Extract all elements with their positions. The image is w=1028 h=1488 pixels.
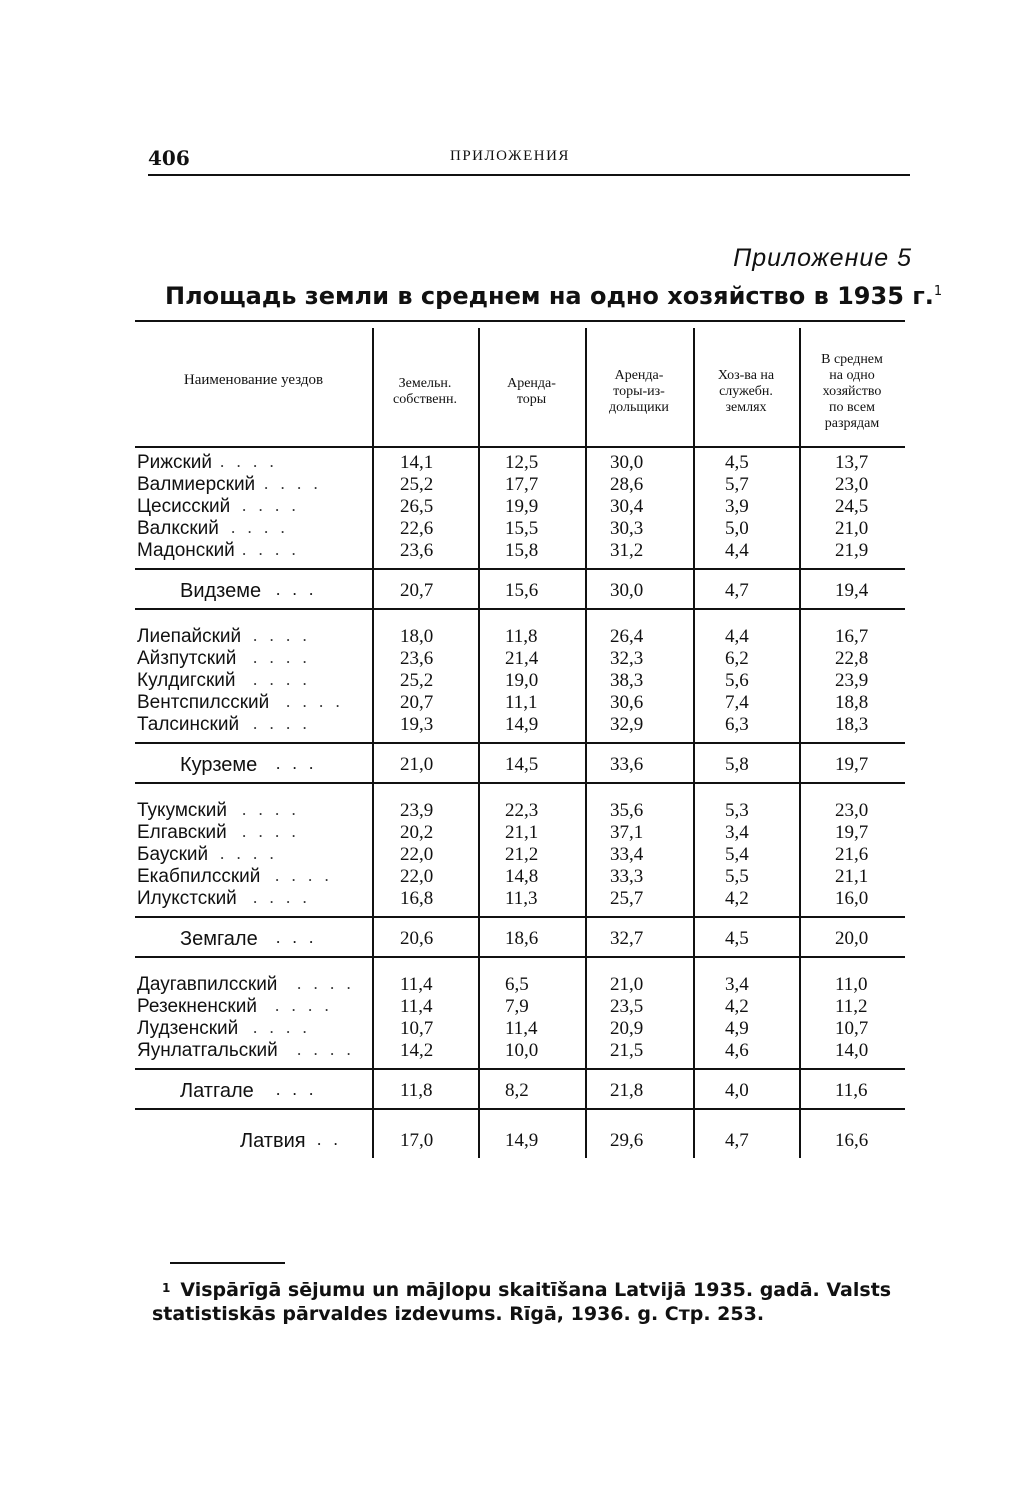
table-cell: 25,2 <box>400 474 434 495</box>
subtotal-rule <box>135 742 905 744</box>
region-total-cell: 32,7 <box>610 928 644 949</box>
table-cell: 4,2 <box>725 996 749 1017</box>
table-cell: 11,3 <box>505 888 538 909</box>
table-cell: 6,3 <box>725 714 749 735</box>
table-cell: 32,9 <box>610 714 644 735</box>
table-cell: 4,4 <box>725 626 749 647</box>
district-name: Бауский <box>137 844 209 865</box>
footnote-divider <box>170 1262 285 1264</box>
table-cell: 22,8 <box>835 648 869 669</box>
table-cell: 25,7 <box>610 888 644 909</box>
column-header-4: Хоз-ва на служебн. землях <box>717 368 775 415</box>
column-header-name: Наименование уездов <box>183 372 324 388</box>
running-head <box>148 140 910 176</box>
table-cell: 20,7 <box>400 692 434 713</box>
leader-dots: . . . . <box>253 648 311 667</box>
table-cell: 16,7 <box>835 626 869 647</box>
table-cell: 11,4 <box>400 974 433 995</box>
table-cell: 30,6 <box>610 692 644 713</box>
leader-dots: . . . <box>276 580 318 599</box>
table-cell: 20,2 <box>400 822 434 843</box>
table-cell: 22,3 <box>505 800 539 821</box>
page-number: 406 <box>148 146 190 170</box>
header-bottom-rule <box>135 446 905 448</box>
grand-total-cell: 29,6 <box>610 1130 644 1151</box>
table-cell: 6,5 <box>505 974 529 995</box>
table-cell: 23,6 <box>400 540 434 561</box>
region-total-cell: 19,4 <box>835 580 869 601</box>
region-total-cell: 4,7 <box>725 580 749 601</box>
table-cell: 7,4 <box>725 692 749 713</box>
table-cell: 21,6 <box>835 844 869 865</box>
region-total-cell: 4,5 <box>725 928 749 949</box>
table-cell: 5,0 <box>725 518 749 539</box>
district-name: Даугавпилсский <box>137 974 278 995</box>
grand-total-cell: 4,7 <box>725 1130 749 1151</box>
district-name: Вентспилсский <box>137 692 270 713</box>
table-cell: 30,4 <box>610 496 644 517</box>
table-cell: 33,3 <box>610 866 644 887</box>
table-cell: 26,5 <box>400 496 434 517</box>
table-cell: 16,8 <box>400 888 434 909</box>
data-table <box>135 320 905 1150</box>
table-cell: 14,1 <box>400 452 434 473</box>
column-rule-2 <box>478 328 480 1158</box>
table-cell: 11,1 <box>505 692 538 713</box>
leader-dots: . . . <box>276 928 318 947</box>
district-name: Тукумский <box>137 800 227 821</box>
district-name: Валкский <box>137 518 219 539</box>
table-cell: 17,7 <box>505 474 539 495</box>
table-title-text: Площадь земли в среднем на одно хозяйство в 1935 г. <box>165 282 934 310</box>
table-cell: 5,6 <box>725 670 749 691</box>
table-cell: 18,0 <box>400 626 434 647</box>
leader-dots: . . . . <box>242 540 300 559</box>
table-cell: 21,9 <box>835 540 869 561</box>
running-title: ПРИЛОЖЕНИЯ <box>450 148 570 164</box>
table-cell: 21,5 <box>610 1040 644 1061</box>
table-cell: 12,5 <box>505 452 539 473</box>
table-cell: 5,4 <box>725 844 749 865</box>
table-cell: 21,1 <box>835 866 869 887</box>
region-total-name: Видземе <box>180 580 262 602</box>
table-cell: 5,5 <box>725 866 749 887</box>
table-cell: 5,3 <box>725 800 749 821</box>
table-cell: 23,9 <box>835 670 869 691</box>
region-rule <box>135 608 905 610</box>
region-total-cell: 33,6 <box>610 754 644 775</box>
footnote-mark: 1 <box>162 1281 171 1295</box>
table-cell: 21,1 <box>505 822 539 843</box>
region-rule <box>135 782 905 784</box>
grand-total-cell: 17,0 <box>400 1130 434 1151</box>
subtotal-rule <box>135 568 905 570</box>
region-total-cell: 8,2 <box>505 1080 529 1101</box>
subtotal-rule <box>135 916 905 918</box>
district-name: Валмиерский <box>137 474 256 495</box>
region-total-cell: 5,8 <box>725 754 749 775</box>
region-total-cell: 21,0 <box>400 754 434 775</box>
table-cell: 19,7 <box>835 822 869 843</box>
table-cell: 24,5 <box>835 496 869 517</box>
table-cell: 23,5 <box>610 996 644 1017</box>
district-name: Айзпутский <box>137 648 237 669</box>
table-cell: 26,4 <box>610 626 644 647</box>
table-cell: 11,2 <box>835 996 868 1017</box>
table-cell: 19,0 <box>505 670 539 691</box>
table-cell: 23,6 <box>400 648 434 669</box>
table-cell: 37,1 <box>610 822 644 843</box>
leader-dots: . . <box>317 1130 342 1149</box>
district-name: Илукстский <box>137 888 237 909</box>
leader-dots: . . . . <box>275 996 333 1015</box>
footnote <box>152 1276 912 1326</box>
region-rule <box>135 956 905 958</box>
region-total-cell: 4,0 <box>725 1080 749 1101</box>
table-cell: 33,4 <box>610 844 644 865</box>
table-cell: 11,8 <box>505 626 538 647</box>
leader-dots: . . . . <box>275 866 333 885</box>
table-cell: 11,4 <box>505 1018 538 1039</box>
table-cell: 11,4 <box>400 996 433 1017</box>
region-rule <box>135 1108 905 1110</box>
leader-dots: . . . . <box>286 692 344 711</box>
table-cell: 21,0 <box>610 974 644 995</box>
table-cell: 21,0 <box>835 518 869 539</box>
district-name: Елгавский <box>137 822 227 843</box>
district-name: Кулдигский <box>137 670 236 691</box>
district-name: Рижский <box>137 452 213 473</box>
table-cell: 3,4 <box>725 822 749 843</box>
leader-dots: . . . . <box>231 518 289 537</box>
table-cell: 28,6 <box>610 474 644 495</box>
table-cell: 4,4 <box>725 540 749 561</box>
table-cell: 14,0 <box>835 1040 869 1061</box>
table-cell: 22,0 <box>400 866 434 887</box>
region-total-cell: 21,8 <box>610 1080 644 1101</box>
column-rule-1 <box>372 328 374 1158</box>
table-cell: 4,6 <box>725 1040 749 1061</box>
region-total-cell: 14,5 <box>505 754 539 775</box>
table-cell: 16,0 <box>835 888 869 909</box>
district-name: Талсинский <box>137 714 240 735</box>
region-total-cell: 15,6 <box>505 580 539 601</box>
table-cell: 15,8 <box>505 540 539 561</box>
footnote-text: Vispārīgā sējumu un mājlopu skaitīšana Latvijā 1935. gadā. Valsts statistiskās pārvaldes izdevums. Rīgā, 1936. g. Стр. 253. <box>152 1279 892 1325</box>
footnote-reference: 1 <box>933 284 943 299</box>
region-total-cell: 19,7 <box>835 754 869 775</box>
leader-dots: . . . . <box>297 974 355 993</box>
table-cell: 4,2 <box>725 888 749 909</box>
table-cell: 21,2 <box>505 844 539 865</box>
district-name: Екабпилсский <box>137 866 261 887</box>
table-cell: 30,3 <box>610 518 644 539</box>
column-header-5: В среднем на одно хозяйство по всем разрядам <box>821 352 883 431</box>
table-cell: 14,9 <box>505 714 539 735</box>
column-header-2: Аренда- торы <box>507 376 556 407</box>
table-cell: 20,9 <box>610 1018 644 1039</box>
table-cell: 10,7 <box>835 1018 869 1039</box>
region-total-cell: 20,7 <box>400 580 434 601</box>
table-cell: 25,2 <box>400 670 434 691</box>
district-name: Лудзенский <box>137 1018 239 1039</box>
leader-dots: . . . . <box>242 800 300 819</box>
table-cell: 23,0 <box>835 474 869 495</box>
region-total-cell: 18,6 <box>505 928 539 949</box>
table-cell: 21,4 <box>505 648 539 669</box>
leader-dots: . . . . <box>253 626 311 645</box>
table-cell: 7,9 <box>505 996 529 1017</box>
leader-dots: . . . . <box>242 496 300 515</box>
table-top-rule <box>135 320 905 322</box>
column-header-1: Земельн. собственн. <box>393 376 457 407</box>
column-header-3: Аренда- торы-из- дольщики <box>609 368 669 415</box>
table-cell: 31,2 <box>610 540 644 561</box>
district-name: Цесисский <box>137 496 231 517</box>
table-cell: 11,0 <box>835 974 868 995</box>
region-total-cell: 11,8 <box>400 1080 433 1101</box>
table-cell: 4,9 <box>725 1018 749 1039</box>
region-total-name: Курземе <box>180 754 258 776</box>
column-rule-5 <box>799 328 801 1158</box>
table-cell: 35,6 <box>610 800 644 821</box>
table-cell: 10,0 <box>505 1040 539 1061</box>
table-cell: 3,9 <box>725 496 749 517</box>
table-cell: 22,6 <box>400 518 434 539</box>
district-name: Резекненский <box>137 996 257 1017</box>
region-total-cell: 11,6 <box>835 1080 868 1101</box>
district-name: Яунлатгальский <box>137 1040 278 1061</box>
leader-dots: . . . . <box>253 888 311 907</box>
table-cell: 30,0 <box>610 452 644 473</box>
table-cell: 13,7 <box>835 452 869 473</box>
district-name: Мадонский <box>137 540 235 561</box>
table-cell: 10,7 <box>400 1018 434 1039</box>
table-cell: 23,0 <box>835 800 869 821</box>
leader-dots: . . . . <box>253 714 311 733</box>
table-cell: 23,9 <box>400 800 434 821</box>
region-total-name: Земгале <box>180 928 258 950</box>
leader-dots: . . . <box>276 754 318 773</box>
region-total-cell: 20,6 <box>400 928 434 949</box>
table-title <box>165 282 942 310</box>
district-name: Лиепайский <box>137 626 242 647</box>
region-total-name: Латгале <box>180 1080 254 1102</box>
table-cell: 6,2 <box>725 648 749 669</box>
table-cell: 19,9 <box>505 496 539 517</box>
table-cell: 32,3 <box>610 648 644 669</box>
table-cell: 5,7 <box>725 474 749 495</box>
table-cell: 18,8 <box>835 692 869 713</box>
leader-dots: . . . <box>276 1080 318 1099</box>
leader-dots: . . . . <box>253 1018 311 1037</box>
column-rule-4 <box>693 328 695 1158</box>
table-cell: 19,3 <box>400 714 434 735</box>
grand-total-cell: 14,9 <box>505 1130 539 1151</box>
leader-dots: . . . . <box>264 474 322 493</box>
leader-dots: . . . . <box>253 670 311 689</box>
table-cell: 18,3 <box>835 714 869 735</box>
leader-dots: . . . . <box>220 844 278 863</box>
region-total-cell: 20,0 <box>835 928 869 949</box>
leader-dots: . . . . <box>242 822 300 841</box>
table-cell: 14,8 <box>505 866 539 887</box>
table-cell: 4,5 <box>725 452 749 473</box>
region-total-cell: 30,0 <box>610 580 644 601</box>
table-cell: 22,0 <box>400 844 434 865</box>
grand-total-cell: 16,6 <box>835 1130 869 1151</box>
grand-total-name: Латвия <box>240 1130 306 1152</box>
table-cell: 14,2 <box>400 1040 434 1061</box>
leader-dots: . . . . <box>220 452 278 471</box>
column-rule-3 <box>585 328 587 1158</box>
table-cell: 38,3 <box>610 670 644 691</box>
table-cell: 3,4 <box>725 974 749 995</box>
leader-dots: . . . . <box>297 1040 355 1059</box>
table-cell: 15,5 <box>505 518 539 539</box>
subtotal-rule <box>135 1068 905 1070</box>
appendix-label: Приложение 5 <box>733 244 912 272</box>
